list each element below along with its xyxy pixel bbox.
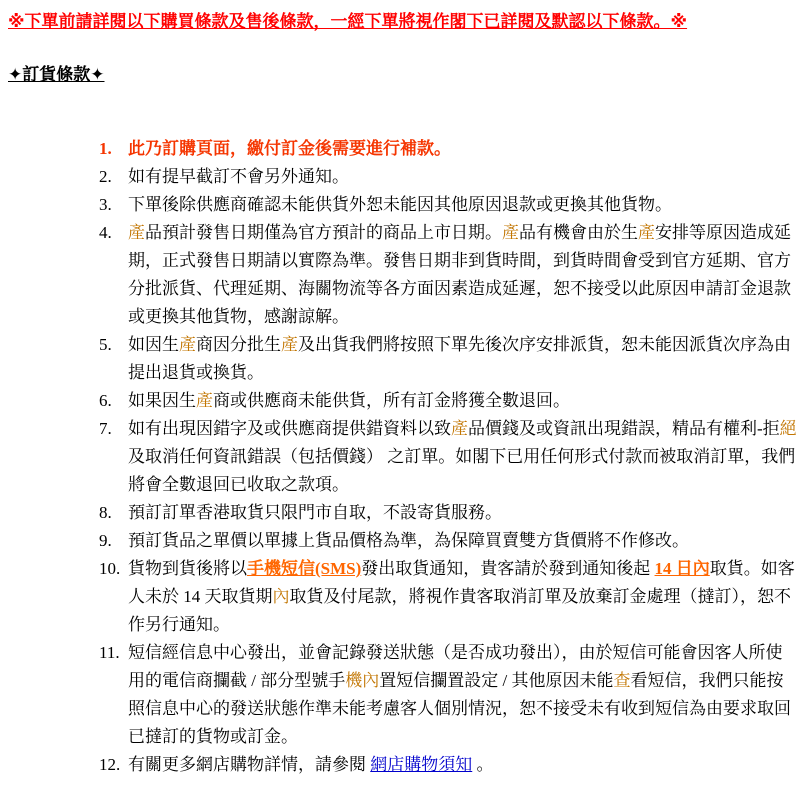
term-item-7 [99, 415, 799, 499]
term-segment: 發出取貨通知，貴客請於發到通知後起 [361, 559, 655, 578]
term-number: 10. [99, 559, 121, 578]
term-number: 7. [99, 419, 112, 438]
section-title: ✦訂貨條款✦ [8, 65, 105, 84]
term-item-11 [99, 639, 799, 751]
term-item-4 [99, 219, 799, 331]
term-text [128, 387, 799, 415]
term-segment: 商因分批生 [196, 335, 281, 354]
term-number: 6. [99, 391, 112, 410]
term-number: 12. [99, 755, 121, 774]
term-segment: 看短信，我們只能按照信息中心的發送狀態作準未能考慮客人個別情況，恕不接受未有收到短信為由要求取回已撻訂的貨物或訂金。 [128, 671, 791, 746]
term-segment: 產 [638, 223, 655, 242]
term-text [128, 415, 799, 499]
term-segment: 貨物到貨後將以 [128, 559, 247, 578]
term-segment: 有關更多網店購物詳情，請參閱 [128, 755, 371, 774]
term-text [128, 191, 799, 219]
term-segment: 預訂訂單香港取貨只限門市自取，不設寄貨服務。 [128, 503, 502, 522]
term-segment: 手機短信(SMS) [247, 559, 362, 578]
term-item-1 [99, 135, 799, 163]
term-number: 3. [99, 195, 112, 214]
term-number: 9. [99, 531, 112, 550]
term-segment: 預訂貨品之單價以單據上貨品價格為準，為保障買賣雙方貨價將不作修改。 [128, 531, 689, 550]
term-item-6 [99, 387, 799, 415]
term-segment: 置短信攔置設定 / 其他原因未能 [379, 671, 614, 690]
term-segment: 安排等原因造成延期，正式發售日期請以實際為準。發售日期非到貨時間，到貨時間會受到官方延期、官方分批派貨、代理延期、海關物流等各方面因素造成延遲，恕不接受以此原因申請訂金退款或更換其他貨物，感謝諒解。 [128, 223, 791, 326]
term-segment: 品價錢及或資訊出現錯誤，精品有權利-拒 [468, 419, 780, 438]
term-item-10 [99, 555, 799, 639]
term-segment: 機內 [345, 671, 380, 690]
term-segment: 及取消任何資訊錯誤（包括價錢） 之訂單。如閣下已用任何形式付款而被取消訂單，我們將會全數退回已收取之款項。 [128, 447, 796, 494]
term-number: 2. [99, 167, 112, 186]
term-segment: 產 [179, 335, 196, 354]
term-item-2 [99, 163, 799, 191]
term-segment: 產 [196, 391, 213, 410]
term-segment: 此乃訂購頁面，繳付訂金後需要進行補款。 [128, 139, 451, 158]
term-item-3 [99, 191, 799, 219]
term-text [128, 163, 799, 191]
term-segment: 品有機會由於生 [519, 223, 638, 242]
term-segment: 品預計發售日期僅為官方預計的商品上市日期。 [145, 223, 502, 242]
term-segment: 及出貨我們將按照下單先後次序安排派貨，恕未能因派貨次序為由提出退貨或換貨。 [128, 335, 791, 382]
term-text [128, 527, 799, 555]
term-segment: 。 [472, 755, 494, 774]
term-segment: 產 [128, 223, 145, 242]
term-segment: 14 日內 [654, 559, 710, 578]
terms-list [99, 135, 799, 779]
term-number: 1. [99, 139, 112, 158]
term-text [128, 555, 799, 639]
term-number: 5. [99, 335, 112, 354]
term-item-12 [99, 751, 799, 779]
term-item-5 [99, 331, 799, 387]
term-segment: 產 [281, 335, 298, 354]
purchase-notice: ※下單前請詳閱以下購買條款及售後條款，一經下單將視作閣下已詳閱及默認以下條款。※ [8, 12, 688, 31]
term-segment: 如有提早截訂不會另外通知。 [128, 167, 349, 186]
term-segment: 如有出現因錯字及或供應商提供錯資料以致 [128, 419, 451, 438]
term-segment: 取貨。如客人未於 14 天取貨期 [128, 559, 795, 606]
term-text [128, 639, 799, 751]
term-segment: 短信經信息中心發出，並會記錄發送狀態（是否成功發出），由於短信可能會因客人所使用的電信商攔截 / 部分型號手 [128, 643, 783, 690]
term-number: 4. [99, 223, 112, 242]
term-text [128, 331, 799, 387]
term-number: 8. [99, 503, 112, 522]
term-segment: 取貨及付尾款，將視作貴客取消訂單及放棄訂金處理（撻訂），恕不作另行通知。 [128, 587, 791, 634]
term-text [128, 499, 799, 527]
term-segment: 絕 [779, 419, 797, 438]
term-segment: 如果因生 [128, 391, 196, 410]
term-text [128, 135, 799, 163]
term-segment: 產 [451, 419, 468, 438]
term-segment: 內 [272, 587, 290, 606]
term-segment: 產 [502, 223, 519, 242]
term-segment: 下單後除供應商確認未能供貨外恕未能因其他原因退款或更換其他貨物。 [128, 195, 672, 214]
term-item-9 [99, 527, 799, 555]
term-segment: 如因生 [128, 335, 179, 354]
shop-guide-link[interactable]: 網店購物須知 [370, 755, 473, 774]
term-segment: 商或供應商未能供貨，所有訂金將獲全數退回。 [213, 391, 570, 410]
term-number: 11. [99, 643, 120, 662]
term-text [128, 751, 799, 779]
term-item-8 [99, 499, 799, 527]
term-segment: 查 [613, 671, 631, 690]
term-text [128, 219, 799, 331]
